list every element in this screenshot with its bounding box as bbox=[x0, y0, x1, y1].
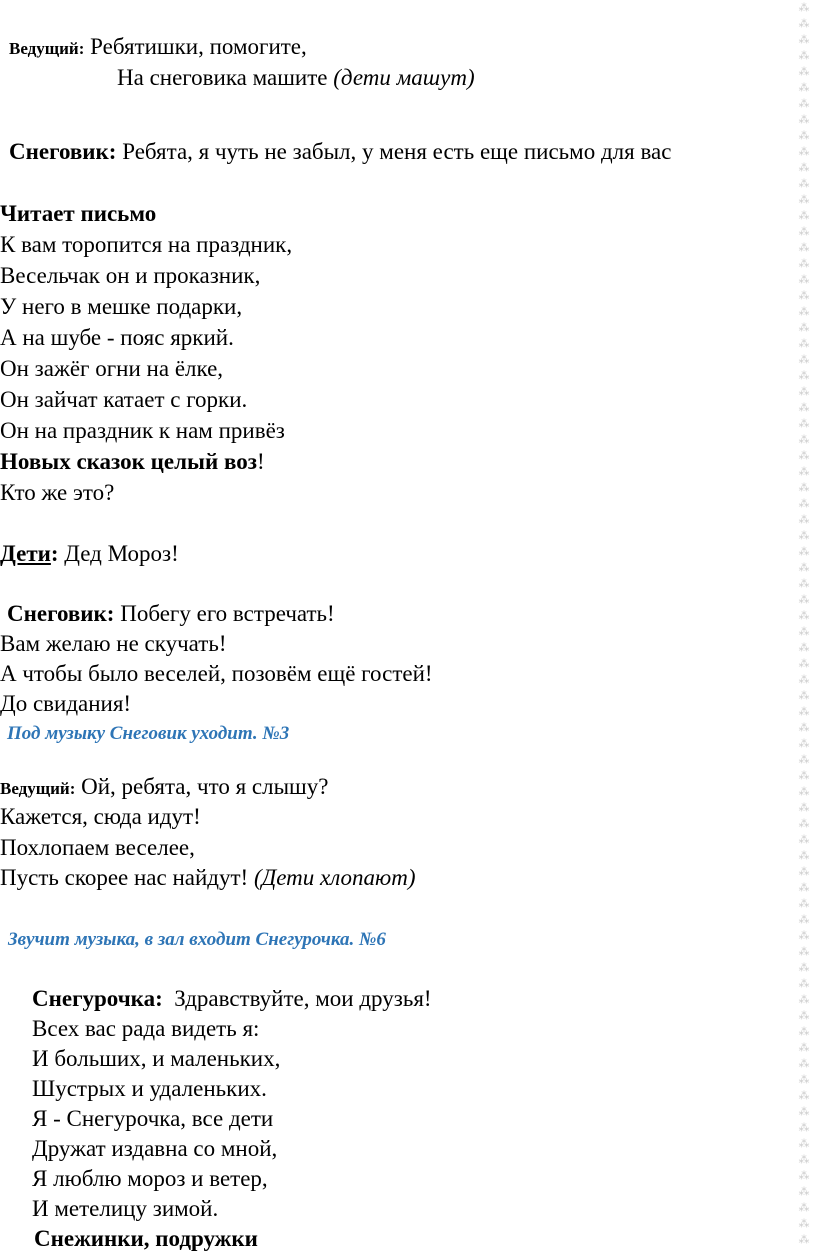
border-ornament-icon: ⁂ bbox=[798, 161, 810, 174]
border-ornament-icon: ⁂ bbox=[798, 881, 810, 894]
stage-note: (дети машут) bbox=[333, 65, 475, 90]
border-ornament-icon: ⁂ bbox=[798, 385, 810, 398]
border-ornament-icon: ⁂ bbox=[798, 417, 810, 430]
border-ornament-icon: ⁂ bbox=[798, 513, 810, 526]
poem-line: Весельчак он и проказник, bbox=[0, 263, 261, 288]
border-ornament-icon: ⁂ bbox=[798, 1, 810, 14]
border-ornament-icon: ⁂ bbox=[798, 321, 810, 334]
border-ornament-icon: ⁂ bbox=[798, 241, 810, 254]
poem-question: Кто же это? bbox=[0, 480, 115, 505]
poem-line: Я - Снегурочка, все дети bbox=[32, 1106, 274, 1131]
host-line-2 bbox=[117, 64, 475, 92]
border-ornament-icon: ⁂ bbox=[798, 1201, 810, 1214]
dialogue-text: Дед Мороз! bbox=[64, 541, 179, 566]
border-ornament-icon: ⁂ bbox=[798, 625, 810, 638]
border-ornament-icon: ⁂ bbox=[798, 897, 810, 910]
dialogue-text: Здравствуйте, мои друзья! bbox=[174, 986, 432, 1011]
border-ornament-icon: ⁂ bbox=[798, 401, 810, 414]
border-ornament-icon: ⁂ bbox=[798, 1009, 810, 1022]
host-line bbox=[0, 773, 328, 803]
border-ornament-icon: ⁂ bbox=[798, 865, 810, 878]
bold-text: Новых сказок целый воз bbox=[0, 449, 257, 474]
border-ornament-icon: ⁂ bbox=[798, 1169, 810, 1182]
speaker-label: Снеговик: bbox=[9, 139, 117, 164]
border-ornament-icon: ⁂ bbox=[798, 225, 810, 238]
poem-line-bold: Снежинки, подружки bbox=[34, 1226, 258, 1251]
border-ornament-icon: ⁂ bbox=[798, 1137, 810, 1150]
poem-line: Дружат издавна со мной, bbox=[32, 1136, 278, 1161]
poem-line: У него в мешке подарки, bbox=[0, 294, 243, 319]
speaker-label: Ведущий: bbox=[9, 39, 85, 58]
border-ornament-icon: ⁂ bbox=[798, 753, 810, 766]
dialogue-text: Ребятишки, помогите, bbox=[90, 34, 307, 59]
border-ornament-icon: ⁂ bbox=[798, 65, 810, 78]
border-ornament-icon: ⁂ bbox=[798, 17, 810, 30]
border-ornament-icon: ⁂ bbox=[798, 1233, 810, 1246]
decorative-border bbox=[798, 0, 810, 1257]
host-line-1 bbox=[9, 33, 307, 63]
dialogue-text: Ребята, я чуть не забыл, у меня есть еще письмо для вас bbox=[122, 139, 672, 164]
border-ornament-icon: ⁂ bbox=[798, 481, 810, 494]
border-ornament-icon: ⁂ bbox=[798, 529, 810, 542]
border-ornament-icon: ⁂ bbox=[798, 289, 810, 302]
border-ornament-icon: ⁂ bbox=[798, 1089, 810, 1102]
border-ornament-icon: ⁂ bbox=[798, 657, 810, 670]
border-ornament-icon: ⁂ bbox=[798, 1025, 810, 1038]
border-ornament-icon: ⁂ bbox=[798, 801, 810, 814]
border-ornament-icon: ⁂ bbox=[798, 737, 810, 750]
dialogue-text: Побегу его встречать! bbox=[120, 601, 335, 626]
dialogue-text: На снеговика машите bbox=[117, 65, 328, 90]
border-ornament-icon: ⁂ bbox=[798, 273, 810, 286]
border-ornament-icon: ⁂ bbox=[798, 97, 810, 110]
poem-line: Я люблю мороз и ветер, bbox=[32, 1166, 268, 1191]
border-ornament-icon: ⁂ bbox=[798, 721, 810, 734]
border-ornament-icon: ⁂ bbox=[798, 961, 810, 974]
border-ornament-icon: ⁂ bbox=[798, 1073, 810, 1086]
dialogue-line: Вам желаю не скучать! bbox=[0, 631, 227, 656]
border-ornament-icon: ⁂ bbox=[798, 689, 810, 702]
border-ornament-icon: ⁂ bbox=[798, 465, 810, 478]
poem-line: Он зайчат катает с горки. bbox=[0, 387, 248, 412]
border-ornament-icon: ⁂ bbox=[798, 49, 810, 62]
border-ornament-icon: ⁂ bbox=[798, 145, 810, 158]
stage-note: (Дети хлопают) bbox=[253, 865, 416, 890]
border-ornament-icon: ⁂ bbox=[798, 545, 810, 558]
border-ornament-icon: ⁂ bbox=[798, 193, 810, 206]
border-ornament-icon: ⁂ bbox=[798, 705, 810, 718]
border-ornament-icon: ⁂ bbox=[798, 609, 810, 622]
border-ornament-icon: ⁂ bbox=[798, 1217, 810, 1230]
speaker-colon: : bbox=[50, 541, 59, 566]
border-ornament-icon: ⁂ bbox=[798, 209, 810, 222]
speaker-label: Снегурочка: bbox=[32, 986, 163, 1011]
snow-maiden-line bbox=[32, 985, 432, 1013]
border-ornament-icon: ⁂ bbox=[798, 561, 810, 574]
border-ornament-icon: ⁂ bbox=[798, 1153, 810, 1166]
snowman-line bbox=[7, 600, 335, 628]
border-ornament-icon: ⁂ bbox=[798, 817, 810, 830]
letter-heading: Читает письмо bbox=[0, 201, 157, 226]
speaker-label: Ведущий: bbox=[0, 779, 76, 798]
snowman-line bbox=[9, 138, 671, 166]
dialogue-line: Похлопаем веселее, bbox=[0, 835, 195, 860]
border-ornament-icon: ⁂ bbox=[798, 945, 810, 958]
border-ornament-icon: ⁂ bbox=[798, 129, 810, 142]
stage-direction: Звучит музыка, в зал входит Снегурочка. №6 bbox=[8, 929, 386, 950]
children-line bbox=[0, 540, 179, 568]
border-ornament-icon: ⁂ bbox=[798, 913, 810, 926]
border-ornament-icon: ⁂ bbox=[798, 177, 810, 190]
poem-line: А на шубе - пояс яркий. bbox=[0, 325, 234, 350]
poem-line: Шустрых и удаленьких. bbox=[32, 1076, 267, 1101]
border-ornament-icon: ⁂ bbox=[798, 1057, 810, 1070]
border-ornament-icon: ⁂ bbox=[798, 1041, 810, 1054]
border-ornament-icon: ⁂ bbox=[798, 977, 810, 990]
border-ornament-icon: ⁂ bbox=[798, 497, 810, 510]
border-ornament-icon: ⁂ bbox=[798, 577, 810, 590]
border-ornament-icon: ⁂ bbox=[798, 433, 810, 446]
border-ornament-icon: ⁂ bbox=[798, 1105, 810, 1118]
border-ornament-icon: ⁂ bbox=[798, 833, 810, 846]
poem-line: И метелицу зимой. bbox=[32, 1196, 219, 1221]
poem-line: К вам торопится на праздник, bbox=[0, 232, 293, 257]
dialogue-line: А чтобы было веселей, позовём ещё гостей! bbox=[0, 661, 433, 686]
border-ornament-icon: ⁂ bbox=[798, 1185, 810, 1198]
poem-line: И больших, и маленьких, bbox=[32, 1046, 281, 1071]
stage-direction: Под музыку Снеговик уходит. №3 bbox=[7, 723, 290, 744]
poem-line: Он зажёг огни на ёлке, bbox=[0, 356, 224, 381]
border-ornament-icon: ⁂ bbox=[798, 369, 810, 382]
dialogue-text: Пусть скорее нас найдут! bbox=[0, 865, 249, 890]
dialogue-line: Кажется, сюда идут! bbox=[0, 804, 201, 829]
dialogue-text: Ой, ребята, что я слышу? bbox=[81, 774, 329, 799]
border-ornament-icon: ⁂ bbox=[798, 81, 810, 94]
poem-line: Всех вас рада видеть я: bbox=[32, 1016, 260, 1041]
dialogue-line: До свидания! bbox=[0, 691, 132, 716]
border-ornament-icon: ⁂ bbox=[798, 993, 810, 1006]
border-ornament-icon: ⁂ bbox=[798, 673, 810, 686]
border-ornament-icon: ⁂ bbox=[798, 33, 810, 46]
border-ornament-icon: ⁂ bbox=[798, 593, 810, 606]
border-ornament-icon: ⁂ bbox=[798, 1121, 810, 1134]
border-ornament-icon: ⁂ bbox=[798, 449, 810, 462]
border-ornament-icon: ⁂ bbox=[798, 353, 810, 366]
border-ornament-icon: ⁂ bbox=[798, 641, 810, 654]
speaker-label: Снеговик: bbox=[7, 601, 115, 626]
border-ornament-icon: ⁂ bbox=[798, 769, 810, 782]
border-ornament-icon: ⁂ bbox=[798, 257, 810, 270]
border-ornament-icon: ⁂ bbox=[798, 305, 810, 318]
poem-line: Он на праздник к нам привёз bbox=[0, 418, 285, 443]
poem-line-bold bbox=[0, 448, 265, 476]
dialogue-line bbox=[0, 864, 416, 892]
exclamation: ! bbox=[257, 449, 265, 474]
border-ornament-icon: ⁂ bbox=[798, 113, 810, 126]
border-ornament-icon: ⁂ bbox=[798, 337, 810, 350]
speaker-label: Дети bbox=[0, 541, 51, 566]
border-ornament-icon: ⁂ bbox=[798, 929, 810, 942]
border-ornament-icon: ⁂ bbox=[798, 849, 810, 862]
border-ornament-icon: ⁂ bbox=[798, 785, 810, 798]
